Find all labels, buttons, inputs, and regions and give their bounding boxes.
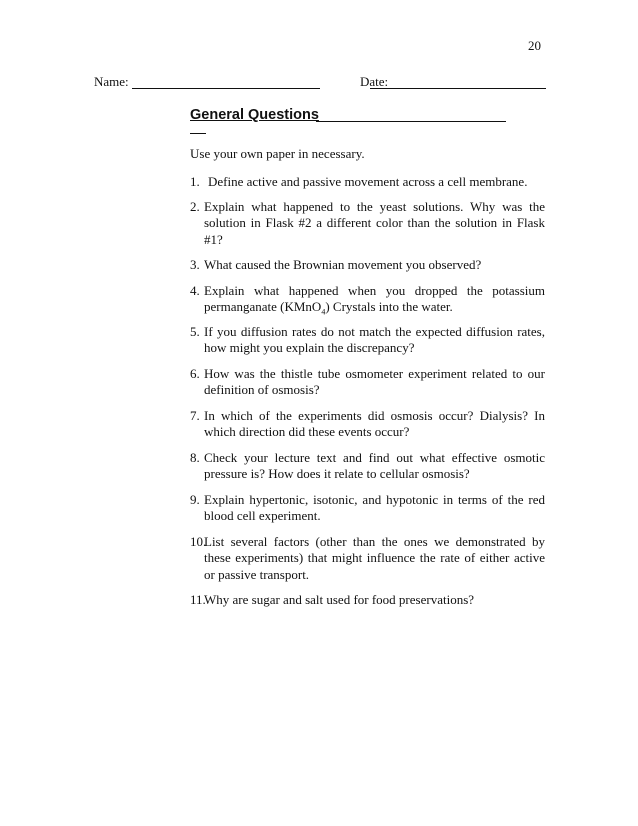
question-text: What caused the Brownian movement you observed? <box>204 257 482 272</box>
name-label: Name: <box>94 74 129 89</box>
question-text: If you diffusion rates do not match the expected diffusion rates, how might you explain the discrepancy? <box>204 323 545 355</box>
heading-rule <box>316 121 506 122</box>
question-item <box>190 199 545 249</box>
question-item <box>190 257 545 274</box>
question-item <box>190 534 545 584</box>
question-text <box>204 283 545 316</box>
question-number: 10. <box>190 533 207 549</box>
question-text: List several factors (other than the ones we demonstrated by these experiments) that might influence the rate of either active or passive transport. <box>204 533 545 582</box>
question-text: Explain what happened to the yeast solutions. Why was the solution in Flask #2 a different color than the solution in Flask #1? <box>204 198 545 247</box>
date-blank <box>370 88 546 89</box>
question-item <box>190 408 545 441</box>
question-number: 11. <box>190 592 206 607</box>
question-text: Explain hypertonic, isotonic, and hypotonic in terms of the red blood cell experiment. <box>204 491 545 523</box>
question-number: 2. <box>190 198 200 214</box>
question-text-part: Explain what happened when you dropped the potassium permanganate (KMnO <box>204 282 545 314</box>
date-label: Date: <box>360 74 389 89</box>
question-text-part: ) Crystals into the water. <box>325 299 453 314</box>
question-number: 8. <box>190 449 200 465</box>
question-item <box>190 592 545 609</box>
question-item <box>190 492 545 525</box>
question-text: Why are sugar and salt used for food preservations? <box>204 592 475 607</box>
question-item <box>190 283 545 316</box>
questions-section <box>190 106 545 609</box>
question-list <box>190 174 545 609</box>
question-text: In which of the experiments did osmosis occur? Dialysis? In which direction did these events occur? <box>204 407 545 439</box>
question-number: 5. <box>190 323 200 339</box>
question-text: Define active and passive movement across a cell membrane. <box>208 174 528 189</box>
section-heading <box>190 106 545 125</box>
question-number: 6. <box>190 365 200 381</box>
question-number: 9. <box>190 491 200 507</box>
section-heading-text: General Questions <box>190 107 319 123</box>
question-item <box>190 366 545 399</box>
question-item <box>190 324 545 357</box>
question-text: How was the thistle tube osmometer experiment related to our definition of osmosis? <box>204 365 545 397</box>
question-number: 3. <box>190 257 200 272</box>
instruction-text: Use your own paper in necessary. <box>190 146 365 161</box>
question-subscript: 4 <box>321 307 326 317</box>
page-number: 20 <box>528 38 541 53</box>
name-blank <box>132 88 320 89</box>
question-item <box>190 174 545 191</box>
heading-tail-rule <box>190 133 206 134</box>
question-number: 4. <box>190 282 200 298</box>
question-item <box>190 450 545 483</box>
question-number: 7. <box>190 407 200 423</box>
question-text: Check your lecture text and find out what effective osmotic pressure is? How does it relate to cellular osmosis? <box>204 449 545 481</box>
question-number: 1. <box>190 174 200 189</box>
